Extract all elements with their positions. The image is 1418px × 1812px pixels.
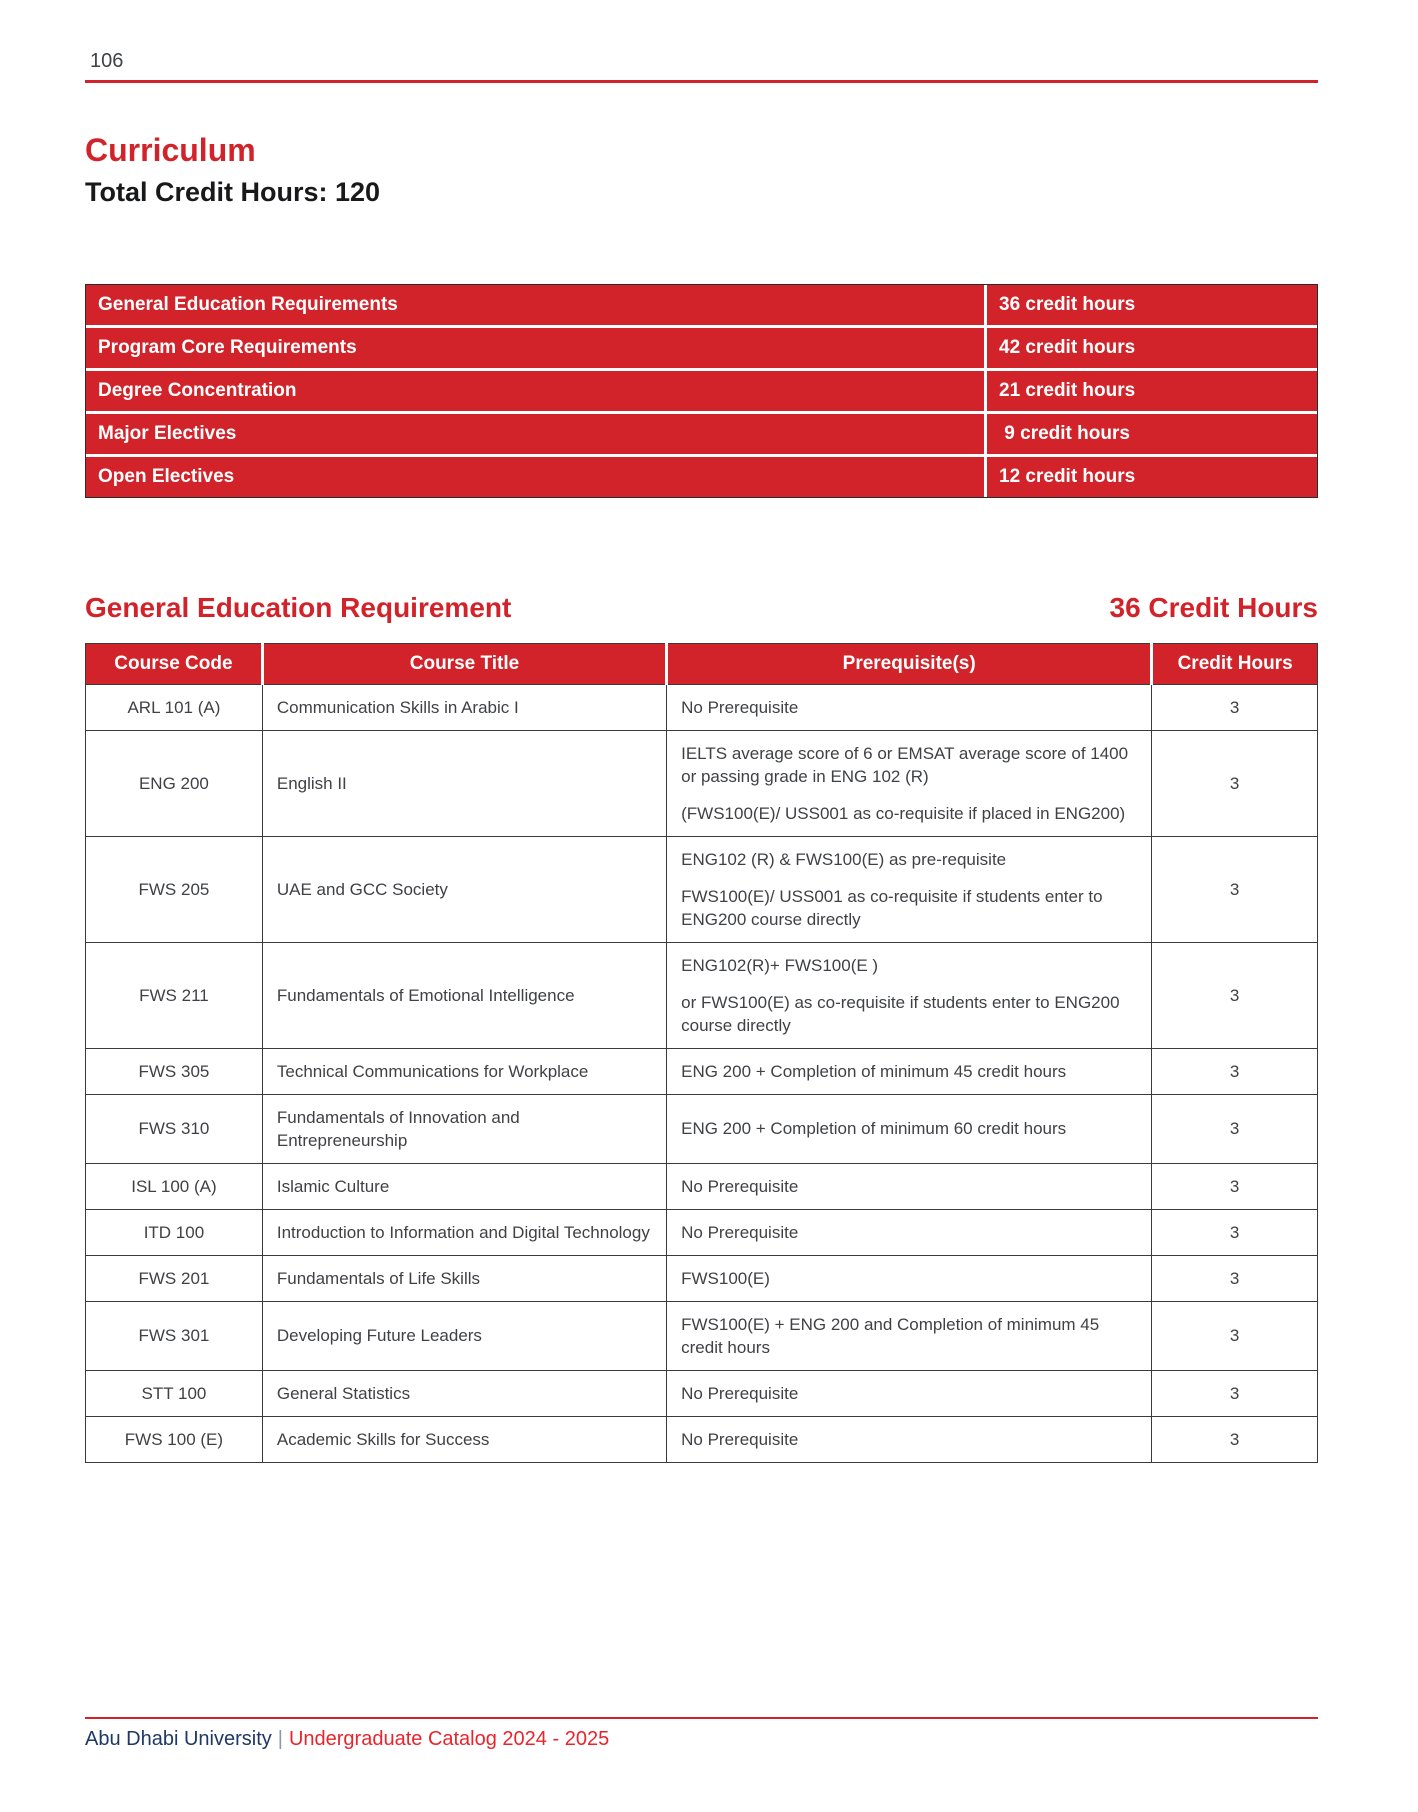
footer-rule xyxy=(85,1717,1318,1719)
summary-value: 36 credit hours xyxy=(984,285,1317,325)
course-title: Communication Skills in Arabic I xyxy=(262,684,666,730)
course-prerequisite xyxy=(667,1209,1152,1255)
summary-label: Degree Concentration xyxy=(86,368,984,411)
course-credits: 3 xyxy=(1152,1048,1318,1094)
page-number: 106 xyxy=(90,50,124,72)
prereq-line: No Prerequisite xyxy=(681,1222,799,1242)
prereq-line: ENG102(R)+ FWS100(E ) xyxy=(681,955,879,975)
course-title: Fundamentals of Innovation and Entrepreneurship xyxy=(262,1094,666,1163)
course-row xyxy=(86,942,1318,1048)
prereq-line: ENG102 (R) & FWS100(E) as pre-requisite xyxy=(681,849,1007,869)
prereq-line: FWS100(E) xyxy=(681,1268,770,1288)
summary-value: 21 credit hours xyxy=(984,368,1317,411)
course-table-header-row xyxy=(86,643,1318,684)
course-prerequisite xyxy=(667,1416,1152,1462)
course-credits: 3 xyxy=(1152,1209,1318,1255)
course-row xyxy=(86,1048,1318,1094)
summary-row xyxy=(86,368,1317,411)
summary-label: Program Core Requirements xyxy=(86,325,984,368)
prereq-line: (FWS100(E)/ USS001 as co-requisite if placed in ENG200) xyxy=(681,803,1126,823)
total-credit-hours: Total Credit Hours: 120 xyxy=(85,177,381,208)
summary-row xyxy=(86,325,1317,368)
course-code: FWS 205 xyxy=(86,836,263,942)
summary-row xyxy=(86,285,1317,325)
course-prerequisite xyxy=(667,684,1152,730)
prereq-line: No Prerequisite xyxy=(681,1383,799,1403)
course-row xyxy=(86,1094,1318,1163)
course-credits: 3 xyxy=(1152,684,1318,730)
col-header-course-title: Course Title xyxy=(262,643,666,684)
prereq-line: No Prerequisite xyxy=(681,697,799,717)
course-title: Developing Future Leaders xyxy=(262,1301,666,1370)
summary-row xyxy=(86,454,1317,497)
section-heading xyxy=(85,592,1318,624)
course-row xyxy=(86,730,1318,836)
summary-value: 12 credit hours xyxy=(984,454,1317,497)
col-header-credit-hours: Credit Hours xyxy=(1152,643,1318,684)
course-credits: 3 xyxy=(1152,1163,1318,1209)
course-prerequisite xyxy=(667,942,1152,1048)
course-title: Fundamentals of Life Skills xyxy=(262,1255,666,1301)
course-row xyxy=(86,1301,1318,1370)
prereq-line: FWS100(E)/ USS001 as co-requisite if students enter to ENG200 course directly xyxy=(681,886,1103,929)
course-title: UAE and GCC Society xyxy=(262,836,666,942)
course-credits: 3 xyxy=(1152,836,1318,942)
course-credits: 3 xyxy=(1152,1416,1318,1462)
prereq-line: No Prerequisite xyxy=(681,1176,799,1196)
course-row xyxy=(86,1370,1318,1416)
footer-text xyxy=(85,1728,1318,1751)
course-prerequisite xyxy=(667,1301,1152,1370)
page-title: Curriculum xyxy=(85,132,256,168)
course-row xyxy=(86,1255,1318,1301)
prereq-line: FWS100(E) + ENG 200 and Completion of minimum 45 credit hours xyxy=(681,1314,1100,1357)
course-title: Islamic Culture xyxy=(262,1163,666,1209)
footer-separator: | xyxy=(277,1728,283,1750)
prereq-line: No Prerequisite xyxy=(681,1429,799,1449)
summary-label: Open Electives xyxy=(86,454,984,497)
course-prerequisite xyxy=(667,1370,1152,1416)
course-table xyxy=(85,643,1318,1463)
page-footer xyxy=(85,1717,1318,1751)
course-code: FWS 301 xyxy=(86,1301,263,1370)
course-title: Academic Skills for Success xyxy=(262,1416,666,1462)
course-credits: 3 xyxy=(1152,1370,1318,1416)
summary-row xyxy=(86,411,1317,454)
page-content xyxy=(85,0,1318,1463)
course-row xyxy=(86,1209,1318,1255)
course-prerequisite xyxy=(667,1163,1152,1209)
prereq-line: or FWS100(E) as co-requisite if students enter to ENG200 course directly xyxy=(681,992,1120,1035)
course-code: ENG 200 xyxy=(86,730,263,836)
course-prerequisite xyxy=(667,1094,1152,1163)
course-row xyxy=(86,836,1318,942)
footer-catalog: Undergraduate Catalog 2024 - 2025 xyxy=(288,1728,610,1750)
course-code: FWS 310 xyxy=(86,1094,263,1163)
course-title: Technical Communications for Workplace xyxy=(262,1048,666,1094)
course-code: ARL 101 (A) xyxy=(86,684,263,730)
section-credit-hours: 36 Credit Hours xyxy=(1109,591,1318,623)
prereq-line: IELTS average score of 6 or EMSAT average score of 1400 or passing grade in ENG 102 (R) xyxy=(681,743,1129,786)
course-row xyxy=(86,1163,1318,1209)
course-prerequisite xyxy=(667,730,1152,836)
course-credits: 3 xyxy=(1152,1255,1318,1301)
col-header-prerequisites: Prerequisite(s) xyxy=(667,643,1152,684)
course-code: FWS 100 (E) xyxy=(86,1416,263,1462)
course-prerequisite xyxy=(667,1048,1152,1094)
course-credits: 3 xyxy=(1152,730,1318,836)
course-title: General Statistics xyxy=(262,1370,666,1416)
course-code: FWS 305 xyxy=(86,1048,263,1094)
summary-label: Major Electives xyxy=(86,411,984,454)
header-rule xyxy=(85,80,1318,83)
course-prerequisite xyxy=(667,836,1152,942)
course-code: FWS 201 xyxy=(86,1255,263,1301)
course-code: FWS 211 xyxy=(86,942,263,1048)
course-code: STT 100 xyxy=(86,1370,263,1416)
course-title: Introduction to Information and Digital Technology xyxy=(262,1209,666,1255)
prereq-line: ENG 200 + Completion of minimum 45 credit hours xyxy=(681,1061,1067,1081)
summary-value: 9 credit hours xyxy=(984,411,1317,454)
course-credits: 3 xyxy=(1152,942,1318,1048)
course-row xyxy=(86,684,1318,730)
course-row xyxy=(86,1416,1318,1462)
course-credits: 3 xyxy=(1152,1094,1318,1163)
course-code: ISL 100 (A) xyxy=(86,1163,263,1209)
course-title: English II xyxy=(262,730,666,836)
col-header-course-code: Course Code xyxy=(86,643,263,684)
footer-university: Abu Dhabi University xyxy=(85,1728,272,1750)
prereq-line: ENG 200 + Completion of minimum 60 credit hours xyxy=(681,1119,1067,1139)
summary-value: 42 credit hours xyxy=(984,325,1317,368)
requirements-summary-table xyxy=(85,284,1318,498)
course-prerequisite xyxy=(667,1255,1152,1301)
course-code: ITD 100 xyxy=(86,1209,263,1255)
summary-label: General Education Requirements xyxy=(86,285,984,325)
course-credits: 3 xyxy=(1152,1301,1318,1370)
course-title: Fundamentals of Emotional Intelligence xyxy=(262,942,666,1048)
section-title: General Education Requirement xyxy=(85,591,512,623)
